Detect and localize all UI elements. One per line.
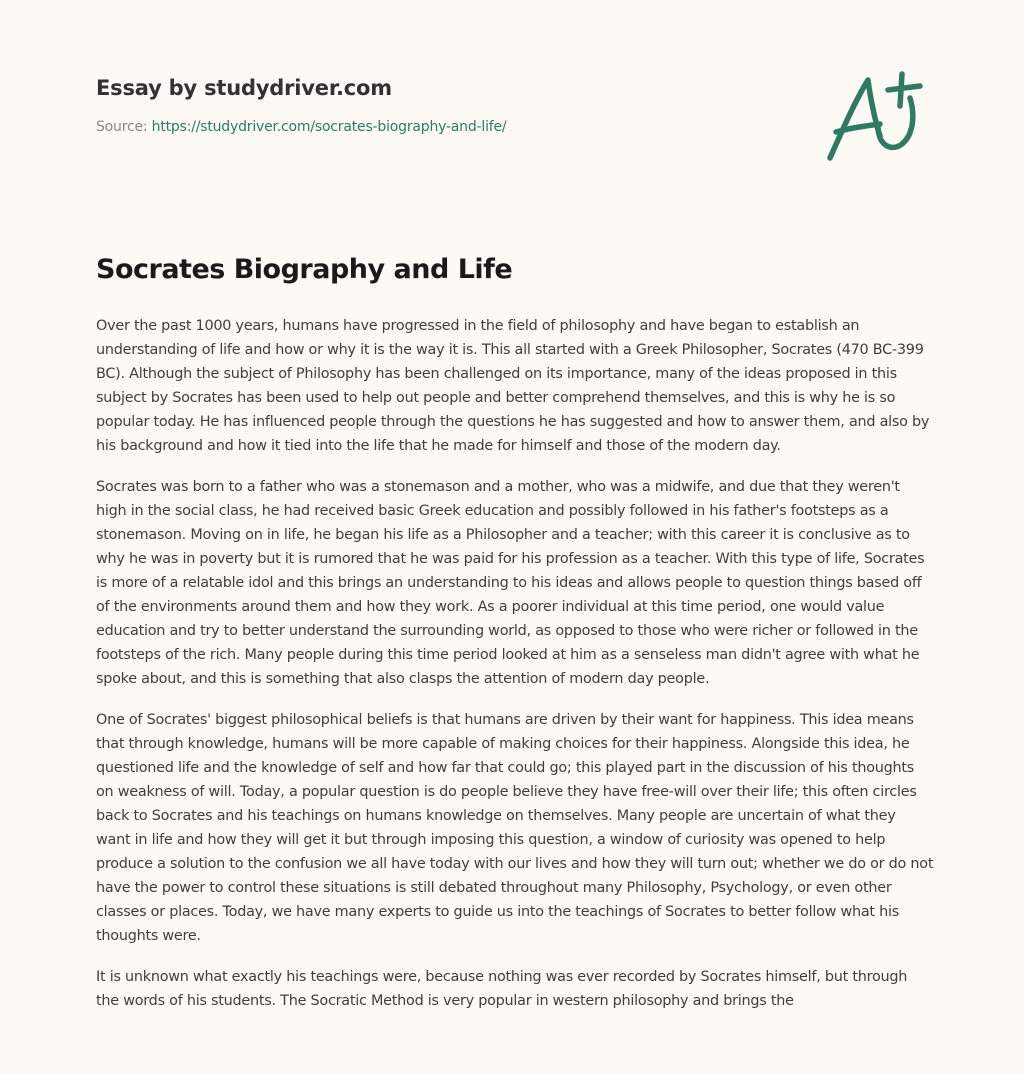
essay-body — [96, 314, 934, 1030]
essay-paragraph: Over the past 1000 years, humans have progressed in the field of philosophy and have began to establish an understanding of life and how or why it is the way it is. This all started with a Greek Philosopher, Socrates (470 BC-399 BC). Although the subject of Philosophy has been challenged on its importance, many of the ideas proposed in this subject by Socrates has been used to help out people and better comprehend themselves, and this is why he is so popular today. He has influenced people through the questions he has suggested and how to answer them, and also by his background and how it tied into the life that he made for himself and those of the modern day. — [96, 318, 930, 454]
source-link[interactable]: https://studydriver.com/socrates-biography-and-life/ — [151, 119, 507, 135]
page-header — [96, 76, 936, 135]
essay-paragraph: It is unknown what exactly his teachings were, because nothing was ever recorded by Socrates himself, but through the words of his students. The Socratic Method is very popular in western philosophy and brings the — [96, 969, 908, 1009]
essay-title: Socrates Biography and Life — [96, 254, 513, 285]
source-line — [96, 119, 936, 135]
essay-paragraph: Socrates was born to a father who was a stonemason and a mother, who was a midwife, and due that they weren't high in the social class, he had received basic Greek education and possibly followed in his father's footsteps as a stonemason. Moving on in life, he began his life as a Philosopher and a teacher; with this career it is conclusive as to why he was in poverty but it is rumored that he was paid for his profession as a teacher. With this type of life, Socrates is more of a relatable idol and this brings an understanding to his ideas and allows people to question things based off of the environments around them and how they work. As a poorer individual at this time period, one would value education and try to better understand the surrounding world, as opposed to those who were richer or followed in the footsteps of the rich. Many people during this time period looked at him as a senseless man didn't agree with what he spoke about, and this is something that also clasps the attention of modern day people. — [96, 479, 925, 687]
source-label: Source: — [96, 119, 148, 135]
a-plus-grade-icon — [820, 66, 930, 166]
site-title: Essay by studydriver.com — [96, 76, 392, 100]
essay-paragraph: One of Socrates' biggest philosophical beliefs is that humans are driven by their want for happiness. This idea means that through knowledge, humans will be more capable of making choices for their happiness. Alongside this idea, he questioned life and the knowledge of self and how far that could go; this played part in the discussion of his thoughts on weakness of will. Today, a popular question is do people believe they have free-will over their life; this often circles back to Socrates and his teachings on humans knowledge on themselves. Many people are uncertain of what they want in life and how they will get it but through imposing this question, a window of curiosity was opened to help produce a solution to the confusion we all have today with our lives and how they will turn out; whether we do or do not have the power to control these situations is still debated throughout many Philosophy, Psychology, or even other classes or places. Today, we have many experts to guide us into the teachings of Socrates to better follow what his thoughts were. — [96, 712, 934, 944]
